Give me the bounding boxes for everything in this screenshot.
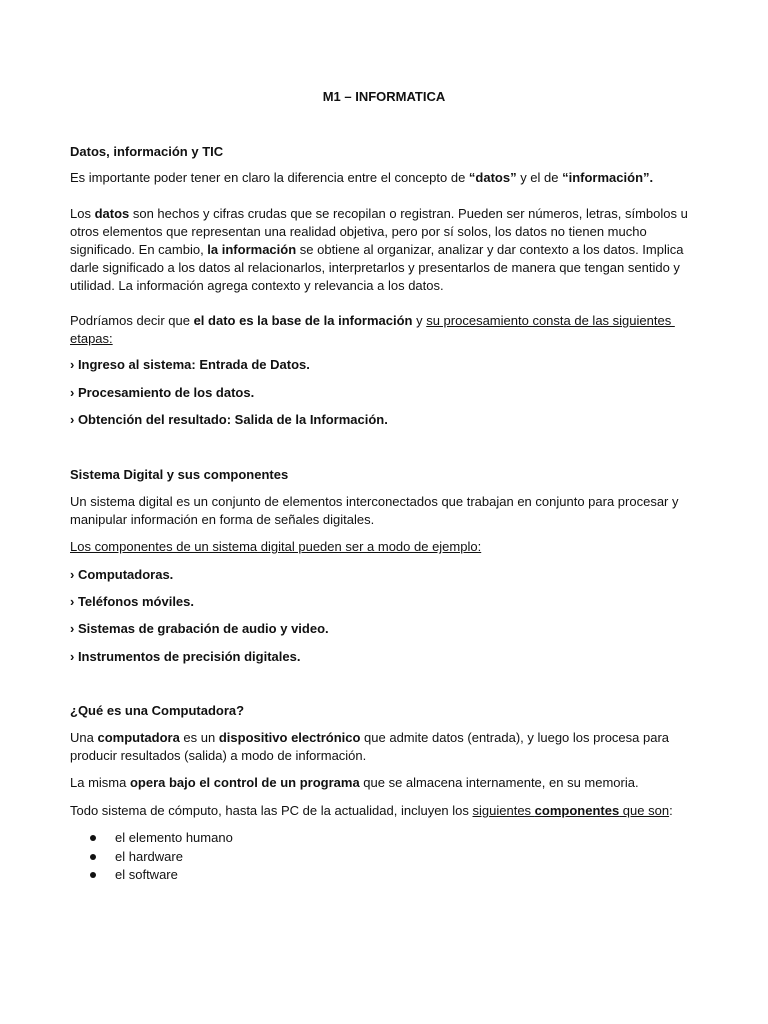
- text-run: Los: [70, 206, 95, 221]
- text-run: que se almacena internamente, en su memoria.: [359, 775, 639, 790]
- text-run: La misma: [70, 775, 130, 790]
- component-item: › Computadoras.: [70, 567, 174, 582]
- text-run-underlined: siguientes: [472, 803, 535, 818]
- paragraph-line: manipular información en forma de señales digitales.: [70, 512, 375, 527]
- bullet-dot-icon: [90, 835, 96, 841]
- text-run: :: [669, 803, 673, 818]
- text-run-bold-underlined: componentes: [534, 803, 620, 818]
- page-title: M1 – INFORMATICA: [322, 89, 446, 104]
- paragraph-line: [70, 205, 688, 222]
- text-run-underlined: que son: [619, 803, 670, 818]
- paragraph-line-underlined: etapas:: [70, 331, 113, 346]
- bullet-list-item: [90, 866, 178, 883]
- paragraph-line: otros elementos que representan una realidad objetiva, pero por sí solos, los datos no tienen mucho: [70, 224, 647, 239]
- text-run: son hechos y cifras crudas que se recopilan o registran. Pueden ser números, letras, símbolos u: [129, 206, 688, 221]
- text-run-bold: opera bajo el control de un programa: [129, 775, 360, 790]
- paragraph-line: [70, 774, 639, 791]
- text-run: y: [412, 313, 427, 328]
- section-heading-computadora: ¿Qué es una Computadora?: [70, 703, 245, 718]
- text-run: Es importante poder tener en claro la diferencia entre el concepto de: [70, 170, 469, 185]
- text-run: Podríamos decir que: [70, 313, 194, 328]
- text-run: significado. En cambio,: [70, 242, 208, 257]
- text-run: Una: [70, 730, 98, 745]
- paragraph-line-underlined: Los componentes de un sistema digital pueden ser a modo de ejemplo:: [70, 539, 482, 554]
- component-item: › Instrumentos de precisión digitales.: [70, 649, 301, 664]
- component-item: › Sistemas de grabación de audio y video.: [70, 621, 329, 636]
- paragraph-line: [70, 802, 673, 819]
- paragraph-intro: [70, 169, 653, 186]
- text-run-bold: dispositivo electrónico: [218, 730, 361, 745]
- bullet-list-item: [90, 829, 233, 846]
- bullet-dot-icon: [90, 872, 96, 878]
- text-run: que admite datos (entrada), y luego los procesa para: [360, 730, 670, 745]
- paragraph-line: darle significado a los datos al relacionarlos, interpretarlos y presentarlos de manera que tengan sentido y: [70, 260, 680, 275]
- bullet-list-item: [90, 848, 183, 865]
- text-run: se obtiene al organizar, analizar y dar contexto a los datos. Implica: [296, 242, 684, 257]
- component-item: › Teléfonos móviles.: [70, 594, 195, 609]
- text-run-bold: el dato es la base de la información: [193, 313, 413, 328]
- bullet-text: el elemento humano: [115, 830, 233, 845]
- paragraph-line: [70, 312, 675, 329]
- paragraph-line: [70, 241, 683, 258]
- text-run-bold: la información: [207, 242, 297, 257]
- text-run-underlined: su procesamiento consta de las siguientes: [426, 313, 675, 328]
- paragraph-line: utilidad. La información agrega contexto y relevancia a los datos.: [70, 278, 444, 293]
- paragraph-line: producir resultados (salida) a modo de información.: [70, 748, 367, 763]
- bullet-text: el hardware: [115, 849, 183, 864]
- section-heading-sistema-digital: Sistema Digital y sus componentes: [70, 467, 289, 482]
- text-run: es un: [179, 730, 219, 745]
- bullet-dot-icon: [90, 854, 96, 860]
- text-run-bold: “datos”: [468, 170, 517, 185]
- section-heading-datos: Datos, información y TIC: [70, 144, 224, 159]
- step-item: › Obtención del resultado: Salida de la Información.: [70, 412, 388, 427]
- text-run: y el de: [516, 170, 563, 185]
- step-item: › Ingreso al sistema: Entrada de Datos.: [70, 357, 310, 372]
- text-run: Todo sistema de cómputo, hasta las PC de la actualidad, incluyen los: [70, 803, 473, 818]
- text-run-bold: computadora: [97, 730, 180, 745]
- text-run-bold: “información”.: [562, 170, 654, 185]
- paragraph-line: Un sistema digital es un conjunto de elementos interconectados que trabajan en conjunto para procesar y: [70, 494, 679, 509]
- paragraph-line: [70, 729, 669, 746]
- text-run-bold: datos: [94, 206, 130, 221]
- step-item: › Procesamiento de los datos.: [70, 385, 255, 400]
- bullet-text: el software: [115, 867, 178, 882]
